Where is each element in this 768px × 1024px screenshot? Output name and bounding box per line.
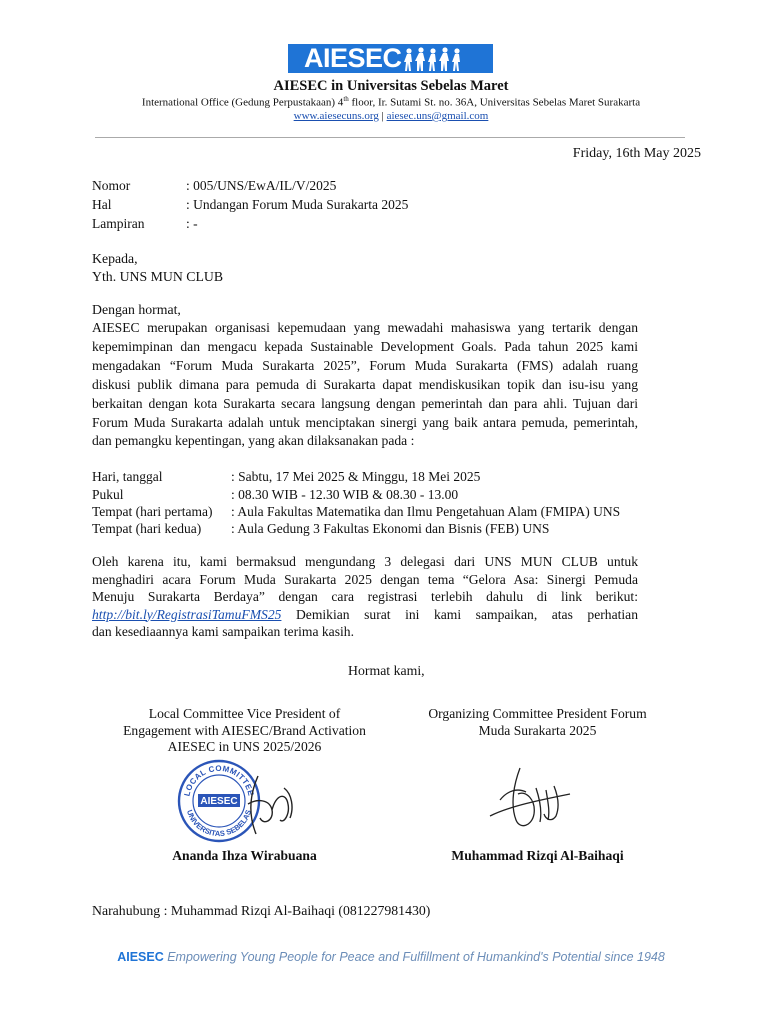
footer-brand: AIESEC [117,950,164,964]
header-links: www.aiesecuns.org | aiesec.uns@gmail.com [293,110,489,122]
footer-tagline: Empowering Young People for Peace and Fulfillment of Humankind's Potential since 1948 [163,950,665,964]
signature-2 [480,760,590,840]
footer [0,950,768,964]
recipient-name: Yth. UNS MUN CLUB [92,269,224,284]
contact-person: Narahubung : Muhammad Rizqi Al-Baihaqi (081227981430) [92,903,431,918]
stamp-bottom-text: UNIVERSITAS SEBELAS [184,808,254,839]
closing: Hormat kami, [348,663,425,678]
aiesec-logo [288,44,493,73]
letter-date: Friday, 16th May 2025 [572,146,701,161]
signer-1-name: Ananda Ihza Wirabuana [172,848,317,863]
email-link[interactable]: aiesec.uns@gmail.com [386,110,489,122]
logo-text: AIESEC [304,44,402,73]
registration-link[interactable]: http://bit.ly/RegistrasiTamuFMS25 [92,606,282,622]
stamp-center-text: AIESEC [200,796,238,807]
recipient-to: Kepada, [92,251,138,266]
address: International Office (Gedung Perpustakaan) 4th floor, Ir. Sutami St. no. 36A, Universitas Sebelas Maret Surakarta [141,95,641,109]
website-link[interactable]: www.aiesecuns.org [293,110,379,122]
signature-1 [228,764,308,844]
signer-2-name: Muhammad Rizqi Al-Baihaqi [451,848,624,863]
greeting: Dengan hormat, [92,302,181,317]
signer-2-title: Organizing Committee President Forum Muda Surakarta 2025 [428,706,647,738]
people-icon [404,46,464,72]
paragraph-intro: AIESEC merupakan organisasi kepemudaan yang mewadahi mahasiswa yang tertarik dengan kepemimpinan dan mengacu kepada Sustainable Development Goals. Pada tahun 2025 kami mengadakan “Forum Muda Surakarta 2025”, Forum Muda Surakarta (FMS) adalah ruang diskusi publik dimana para pemuda di Surakarta dapat mendiskusikan topik dan isu-isu yang berkaitan dengan kota Surakarta secara langsung dengan pemerintah dan para ahli. Tujuan dari Forum Muda Surakarta adalah untuk menciptakan sinergi yang baik antara pemuda, pemerintah, dan pemangku kepentingan, yang akan dilaksanakan pada : [92,320,638,449]
signer-1-title: Local Committee Vice President of Engagement with AIESEC/Brand Activation AIESEC in UNS 2025/2026 [123,706,366,754]
org-name: AIESEC in Universitas Sebelas Maret [273,78,509,94]
header-divider [95,137,685,138]
paragraph-invitation: Oleh karena itu, kami bermaksud mengundang 3 delegasi dari UNS MUN CLUB untuk menghadiri acara Forum Muda Surakarta 2025 dengan tema “Gelora Asa: Sinergi Pemuda Menuju Surakarta Berdaya” dengan cara registrasi terlebih dahulu di link berikut: http://bit.ly/RegistrasiTamuFMS25 Demikian surat ini kami sampaikan, atas perhatian dan kesediaannya kami sampaikan terima kasih. [92,554,638,639]
stamp-top-text: LOCAL COMMITTEE [182,763,256,798]
